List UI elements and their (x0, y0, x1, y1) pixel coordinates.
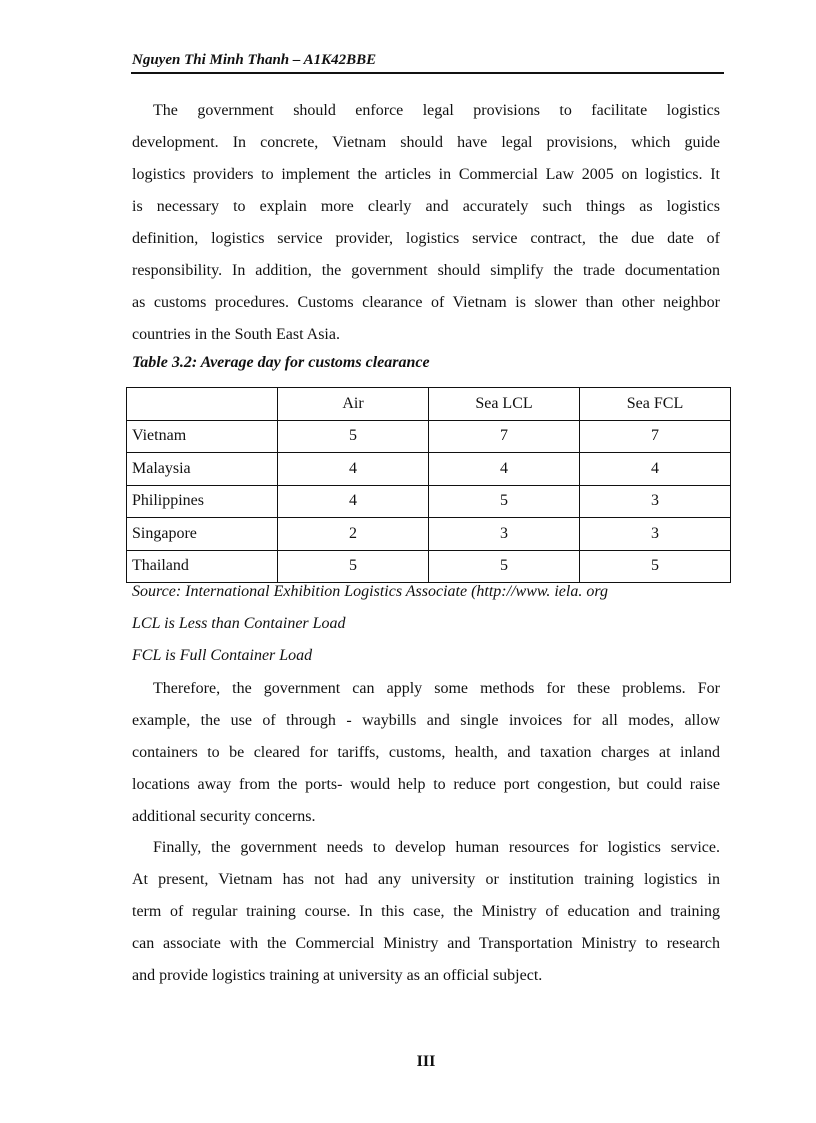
table-header-row (127, 388, 731, 421)
text-line: term of regular training course. In this case, the Ministry of education and training (132, 903, 720, 920)
table-cell: Thailand (127, 550, 278, 583)
paragraph-3 (132, 832, 720, 992)
table-cell: 5 (429, 550, 580, 583)
table-cell: 4 (580, 453, 731, 486)
table-row (127, 550, 731, 583)
text-line: Finally, the government needs to develop human resources for logistics service. (153, 839, 720, 856)
table-cell: 5 (580, 550, 731, 583)
table-source: Source: International Exhibition Logistics Associate (http://www. iela. org (132, 583, 608, 600)
text-line: development. In concrete, Vietnam should have legal provisions, which guide (132, 134, 720, 151)
table-cell: 5 (429, 485, 580, 518)
table-row (127, 518, 731, 551)
text-line: can associate with the Commercial Ministry and Transportation Ministry to research (132, 935, 720, 952)
table-header-cell: Air (278, 388, 429, 421)
text-line: At present, Vietnam has not had any university or institution training logistics in (132, 871, 720, 888)
text-line: countries in the South East Asia. (132, 326, 340, 343)
table-row (127, 453, 731, 486)
text-line: responsibility. In addition, the government should simplify the trade documentation (132, 262, 720, 279)
paragraph-1 (132, 95, 720, 351)
table-cell: Philippines (127, 485, 278, 518)
table-cell: 7 (580, 420, 731, 453)
table-cell: Singapore (127, 518, 278, 551)
table-cell: 4 (429, 453, 580, 486)
table-header-cell: Sea FCL (580, 388, 731, 421)
text-line: definition, logistics service provider, logistics service contract, the due date of (132, 230, 720, 247)
table-cell: 5 (278, 420, 429, 453)
table-caption: Table 3.2: Average day for customs clearance (132, 354, 430, 371)
customs-clearance-table (126, 387, 731, 583)
table-cell: 3 (429, 518, 580, 551)
table-cell: Malaysia (127, 453, 278, 486)
page-number: III (416, 1053, 436, 1070)
table-cell: 4 (278, 485, 429, 518)
page-header: Nguyen Thi Minh Thanh – A1K42BBE (132, 52, 377, 68)
table-header-cell: Sea LCL (429, 388, 580, 421)
text-line: is necessary to explain more clearly and accurately such things as logistics (132, 198, 720, 215)
table-cell: 3 (580, 485, 731, 518)
text-line: The government should enforce legal provisions to facilitate logistics (153, 102, 720, 119)
table-row (127, 485, 731, 518)
table-cell: 7 (429, 420, 580, 453)
text-line: example, the use of through - waybills and single invoices for all modes, allow (132, 712, 720, 729)
text-line: and provide logistics training at university as an official subject. (132, 967, 543, 984)
text-line: Therefore, the government can apply some methods for these problems. For (153, 680, 720, 697)
table-cell: Vietnam (127, 420, 278, 453)
text-line: logistics providers to implement the articles in Commercial Law 2005 on logistics. It (132, 166, 720, 183)
text-line: locations away from the ports- would help to reduce port congestion, but could raise (132, 776, 720, 793)
table-header-cell (127, 388, 278, 421)
note-fcl: FCL is Full Container Load (132, 647, 313, 664)
header-rule (131, 72, 724, 74)
text-line: as customs procedures. Customs clearance of Vietnam is slower than other neighbor (132, 294, 720, 311)
text-line: containers to be cleared for tariffs, customs, health, and taxation charges at inland (132, 744, 720, 761)
table-cell: 4 (278, 453, 429, 486)
text-line: additional security concerns. (132, 808, 316, 825)
table-cell: 2 (278, 518, 429, 551)
table-cell: 3 (580, 518, 731, 551)
note-lcl: LCL is Less than Container Load (132, 615, 346, 632)
paragraph-2 (132, 673, 720, 833)
table-row (127, 420, 731, 453)
table-cell: 5 (278, 550, 429, 583)
